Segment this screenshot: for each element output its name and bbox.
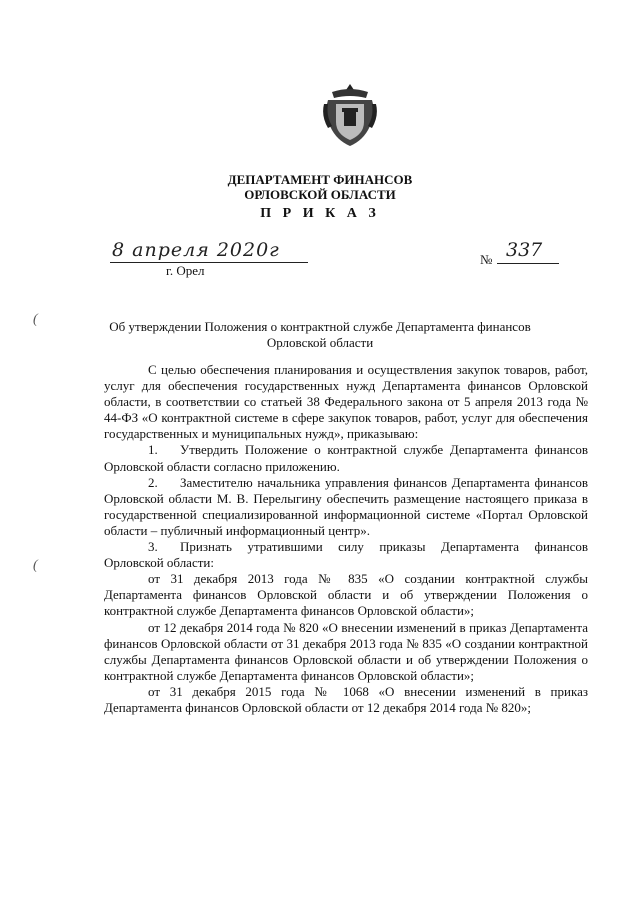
order-body (104, 362, 588, 716)
department-name (0, 172, 640, 202)
number-label: № (480, 252, 493, 267)
item-number: 3. (148, 539, 158, 555)
list-item (104, 442, 588, 474)
document-type: П Р И К А З (260, 206, 380, 221)
subject-line-2: Орловской области (266, 335, 374, 350)
item-text: Признать утратившими силу приказы Департамента финансов Орловской области: (104, 539, 588, 571)
item-number: 2. (148, 474, 158, 490)
item-number: 1. (148, 442, 158, 458)
repealed-order: от 31 декабря 2015 года № 1068 «О внесении изменений в приказ Департамента финансов Орловской области от 12 декабря 2014 года № 820»; (104, 683, 588, 715)
item-text: Заместителю начальника управления финансов Департамента финансов Орловской области М. В. Перелыгину обеспечить размещение настоящего приказа в государственной специализированной информационной системе «Портал Орловской области – публичный информационный центр». (104, 474, 588, 538)
preamble: С целью обеспечения планирования и осуществления закупок товаров, работ, услуг для обеспечения государственных нужд Департамента финансов Орловской области, в соответствии со статьей 38 Федерального закона от 5 апреля 2013 года № 44-ФЗ «О контрактной системе в сфере закупок товаров, работ, услуг для обеспечения государственных и муниципальных нужд», приказываю: (104, 362, 588, 442)
city: г. Орел (166, 263, 205, 278)
coat-of-arms-emblem (322, 82, 378, 148)
handwritten-date: 8 апреля 2020г (112, 239, 280, 261)
item-text: Утвердить Положение о контрактной службе Департамента финансов Орловской области согласно приложению. (104, 442, 588, 474)
department-line-1: ДЕПАРТАМЕНТ ФИНАНСОВ (227, 172, 413, 187)
handwritten-number: 337 (506, 239, 543, 261)
department-line-2: ОРЛОВСКОЙ ОБЛАСТИ (244, 187, 396, 202)
subject-line-1: Об утверждении Положения о контрактной службе Департамента финансов (109, 319, 531, 334)
order-subject (0, 319, 640, 351)
list-item (104, 475, 588, 539)
repealed-order: от 12 декабря 2014 года № 820 «О внесении изменений в приказ Департамента финансов Орловской области от 31 декабря 2013 года № 835 «О создании контрактной службы Департамента финансов Орловской области и об утверждении Положения о контрактной службе Департамента финансов Орловской области»; (104, 619, 588, 683)
margin-mark: ( (33, 312, 38, 327)
list-item (104, 539, 588, 571)
date-underline (110, 262, 308, 263)
repealed-order: от 31 декабря 2013 года № 835 «О создании контрактной службы Департамента финансов Орловской области и об утверждении Положения о контрактной службе Департамента финансов Орловской области»; (104, 571, 588, 619)
number-underline (497, 263, 559, 264)
margin-mark: ( (33, 558, 38, 573)
